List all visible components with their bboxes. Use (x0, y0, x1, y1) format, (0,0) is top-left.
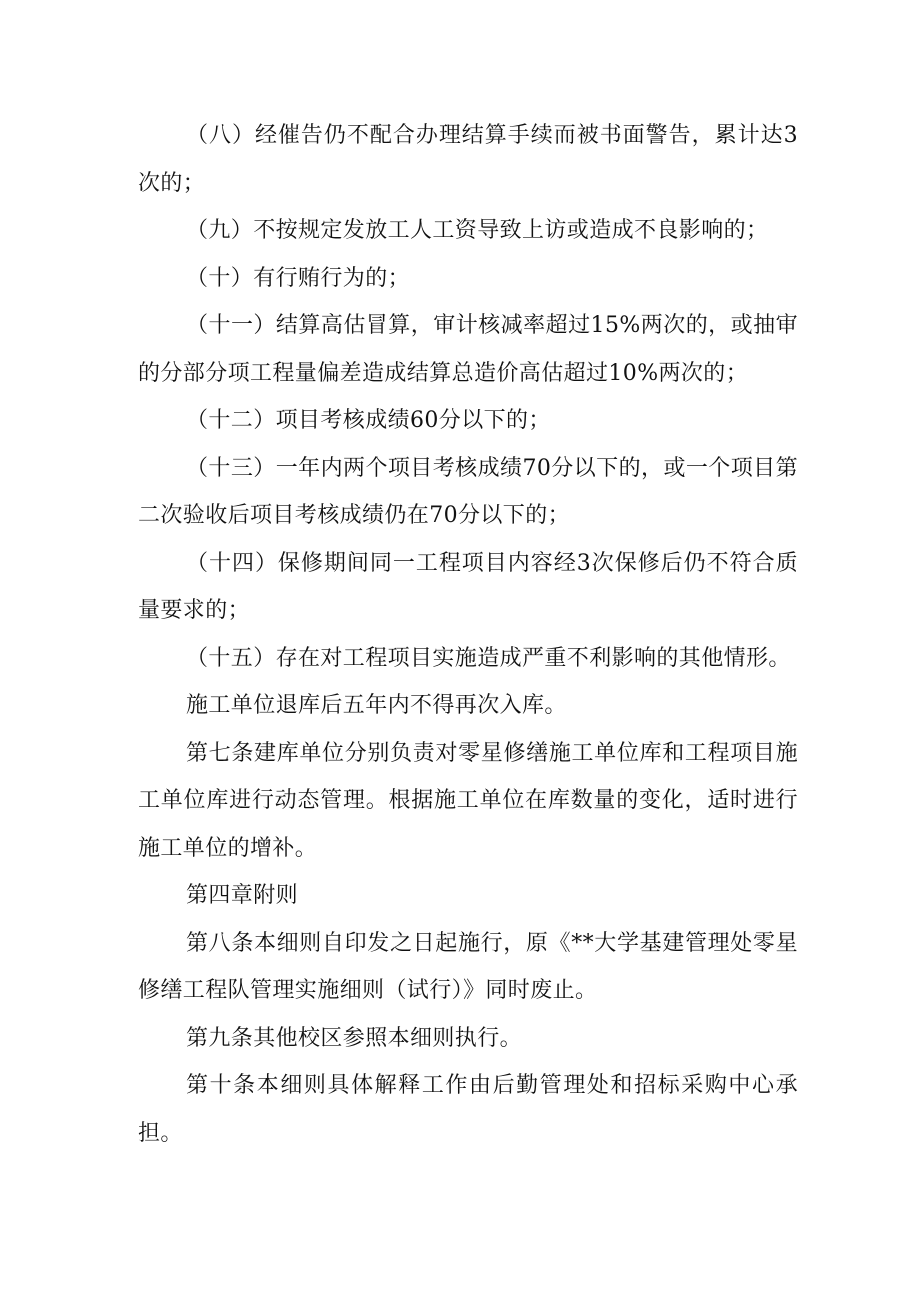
paragraph-article-7: 第七条建库单位分别负责对零星修缮施工单位库和工程项目施工单位库进行动态管理。根据施工单位在库数量的变化，适时进行施工单位的增补。 (138, 740, 798, 861)
paragraph-item-15: （十五）存在对工程项目实施造成严重不利影响的其他情形。 (186, 645, 791, 671)
chapter-heading: 第四章附则 (186, 883, 299, 908)
paragraph-item-11: （十一）结算高估冒算，审计核减率超过15%两次的，或抽审的分部分项工程量偏差造成结算总造价高估超过10%两次的； (138, 313, 798, 386)
paragraph-exit-rule: 施工单位退库后五年内不得再次入库。 (186, 693, 567, 718)
document-body (138, 112, 798, 1157)
paragraph-article-8: 第八条本细则自印发之日起施行，原《**大学基建管理处零星修缮工程队管理实施细则（试行）》同时废止。 (138, 930, 798, 1003)
paragraph-article-10: 第十条本细则具体解释工作由后勤管理处和招标采购中心承担。 (138, 1073, 798, 1146)
paragraph-item-10: （十）有行贿行为的； (186, 265, 411, 291)
paragraph-item-9: （九）不按规定发放工人工资导致上访或造成不良影响的； (186, 218, 769, 243)
paragraph-article-9: 第九条其他校区参照本细则执行。 (186, 1025, 523, 1051)
paragraph-item-14: （十四）保修期间同一工程项目内容经3次保修后仍不符合质量要求的； (138, 550, 798, 623)
paragraph-item-13: （十三）一年内两个项目考核成绩70分以下的，或一个项目第二次验收后项目考核成绩仍在70分以下的； (138, 455, 798, 528)
paragraph-item-12: （十二）项目考核成绩60分以下的； (186, 408, 551, 433)
paragraph-item-8: （八）经催告仍不配合办理结算手续而被书面警告，累计达3次的； (138, 123, 798, 196)
